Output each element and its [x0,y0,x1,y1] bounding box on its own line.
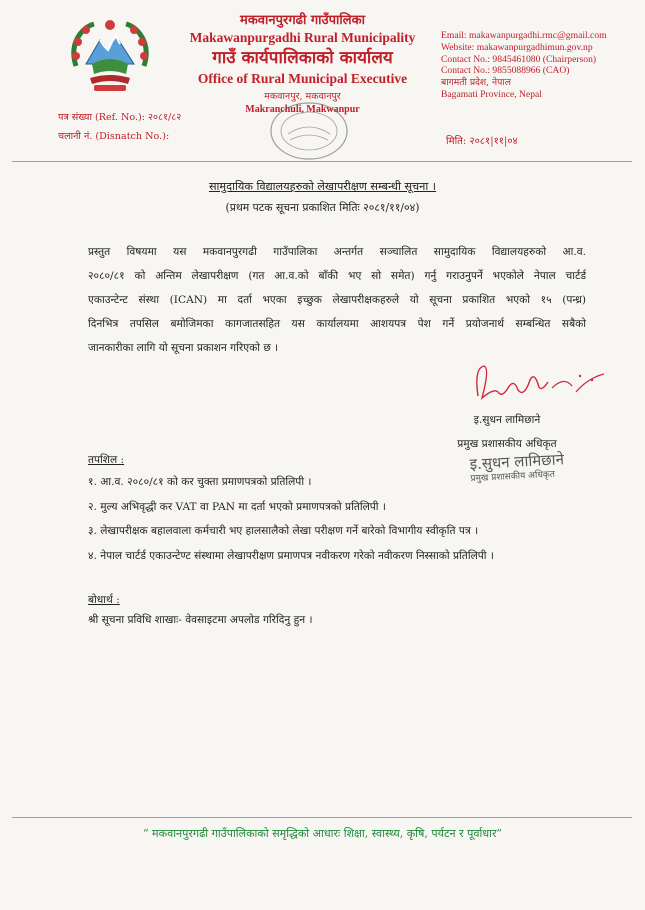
email-text: Email: makawanpurgadhi.rmc@gmail.com [441,30,607,41]
contact-block [441,30,641,101]
notice-subtitle: (प्रथम पटक सूचना प्रकाशित मितिः २०८१/११/०४) [225,201,420,214]
province-en: Bagamati Province, Nepal [441,88,542,100]
office-name-en: Office of Rural Municipal Executive [197,71,408,86]
ref-number: पत्र संख्या (Ref. No.): २०८१/८२ [58,112,182,123]
list-item: ३. लेखापरीक्षक बहालवाला कर्मचारी भए हालसालैको लेखा परीक्षण गर्ने बारेको विभागीय स्वीकृति पत्र । [88,525,479,537]
stamp-name: इ.सुधन लामिछाने [469,450,565,474]
signer-block [432,408,582,456]
address-en: Makranchuli, Makwanpur [245,104,360,115]
attachments-heading: तपशिल : [88,454,125,466]
letter-date: मिति: २०८१|११|०४ [446,136,518,147]
cc-line: श्री सूचना प्रविधि शाखाः- वेवसाइटमा अपलोड गरिदिनु हुन । [88,614,313,626]
body-line: २०८०/८१ को अन्तिम लेखापरीक्षण (गत आ.व.को बाँकी भए सो समेत) गर्नु गराउनुपर्ने भएकोले नेपाल चार्टर्ड [88,270,586,282]
notice-title [0,179,645,194]
contact-chairperson: Contact No.: 9845461080 (Chairperson) [441,53,597,65]
list-item: २. मुल्य अभिवृद्धी कर VAT वा PAN मा दर्ता भएको प्रमाणपत्रको प्रतिलिपी । [88,500,386,513]
list-item: १. आ.व. २०८०/८१ को कर चुक्ता प्रमाणपत्रको प्रतिलिपी । [88,476,312,488]
stamp-title: प्रमुख प्रशासकीय अधिकृत [470,469,556,485]
body-line: एकाउन्टेन्ट संस्था (ICAN) मा दर्ता भएका इच्छुक लेखापरीक्षकहरुले यो सूचना प्रकाशित भएको १५ (पन्ध्र) [88,294,586,306]
attachments-list [88,470,608,568]
body-line: जानकारीका लागि यो सूचना प्रकाशन गरिएको छ । [88,342,279,354]
footer-divider [12,817,632,818]
notice-body [88,240,586,360]
office-name-np: गाउँ कार्यपालिकाको कार्यालय [212,48,393,68]
website-text: Website: makawanpurgadhimun.gov.np [441,41,593,53]
address-np: मकवानपुर, मकवानपुर [264,91,341,102]
signer-title: प्रमुख प्रशासकीय अधिकृत [457,438,557,450]
signer-name: इ.सुधन लामिछाने [473,414,541,426]
dispatch-number: चलानी नं. (Disnatch No.): [58,131,170,142]
municipality-name-np: मकवानपुरगढी गाउँपालिका [240,13,365,28]
reference-block [58,108,181,146]
office-seal-icon [268,100,350,162]
body-line: दिनभित्र तपसिल बमोजिमका कागजातसहित यस कार्यालयमा आशयपत्र पेश गर्ने प्रयोजनार्थ सम्बन्धित सबैको [88,318,586,330]
body-line: प्रस्तुत विषयमा यस मकवानपुरगढी गाउँपालिका अन्तर्गत सञ्चालित सामुदायिक विद्यालयहरुको आ.व. [88,246,586,258]
cc-heading: बोधार्थ : [88,594,120,606]
header-divider [12,161,632,162]
handwritten-signature-icon [468,358,608,408]
province-np: बागमती प्रदेश, नेपाल [441,77,511,89]
list-item: ४. नेपाल चार्टर्ड एकाउन्टेण्ट संस्थामा लेखापरीक्षण प्रमाणपत्र नवीकरण गरेको नवीकरण निस्साको प्रतिलिपी । [88,549,494,562]
notice-title-text: सामुदायिक विद्यालयहरुको लेखापरीक्षण सम्बन्धी सूचना । [208,180,437,193]
contact-cao: Contact No.: 9855088966 (CAO) [441,65,570,77]
municipality-name-en: Makawanpurgadhi Rural Municipality [189,30,416,45]
nepal-emblem-icon [64,18,156,98]
footer-slogan: “ मकवानपुरगढी गाउँपालिकाको समृद्धिको आधारः शिक्षा, स्वास्थ्य, कृषि, पर्यटन र पूर्वाधार” [142,827,503,840]
